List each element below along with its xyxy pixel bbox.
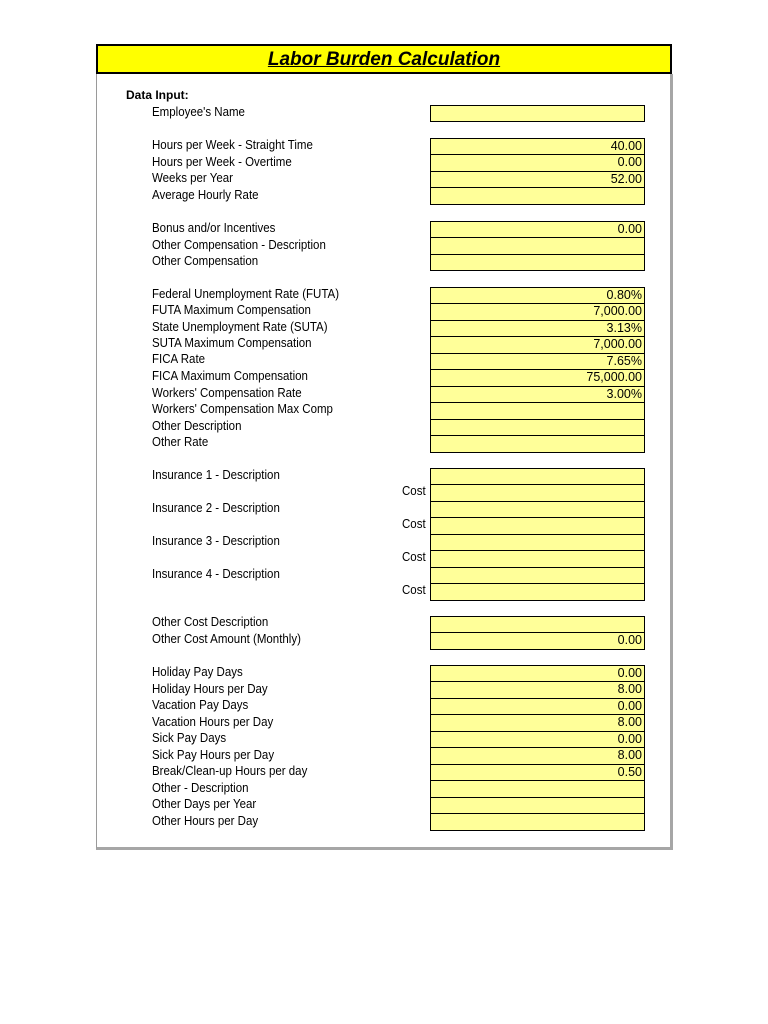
- insurance-2-desc-input[interactable]: [430, 502, 645, 519]
- insurance-1-cost-label: Cost: [402, 484, 426, 498]
- insurance-2-cost-label: Cost: [402, 517, 426, 531]
- vacation-hours-label: Vacation Hours per Day: [152, 715, 274, 729]
- fica-rate-label: FICA Rate: [152, 352, 206, 366]
- bonus-label: Bonus and/or Incentives: [152, 221, 276, 235]
- other-desc-label: Other Description: [152, 419, 242, 433]
- avg-hourly-rate-input[interactable]: [430, 188, 645, 205]
- sick-days-input[interactable]: 0.00: [430, 732, 645, 749]
- avg-hourly-rate-label: Average Hourly Rate: [152, 188, 259, 202]
- sick-hours-input[interactable]: 8.00: [430, 748, 645, 765]
- other-hours-label: Other Hours per Day: [152, 814, 259, 828]
- sick-hours-label: Sick Pay Hours per Day: [152, 748, 275, 762]
- suta-rate-input[interactable]: 3.13%: [430, 321, 645, 338]
- vacation-days-input[interactable]: 0.00: [430, 699, 645, 716]
- hours-straight-input[interactable]: 40.00: [430, 138, 645, 155]
- insurance-3-desc-label: Insurance 3 - Description: [152, 534, 280, 548]
- insurance-1-desc-label: Insurance 1 - Description: [152, 468, 280, 482]
- insurance-3-cost-label: Cost: [402, 550, 426, 564]
- other-pto-desc-input[interactable]: [430, 781, 645, 798]
- other-days-input[interactable]: [430, 798, 645, 815]
- wc-rate-input[interactable]: 3.00%: [430, 387, 645, 404]
- insurance-2-desc-label: Insurance 2 - Description: [152, 501, 280, 515]
- other-days-label: Other Days per Year: [152, 797, 257, 811]
- employee-name-label: Employee's Name: [152, 105, 245, 119]
- other-comp-label: Other Compensation: [152, 254, 259, 268]
- holiday-days-input[interactable]: 0.00: [430, 665, 645, 682]
- insurance-4-desc-input[interactable]: [430, 568, 645, 585]
- other-cost-amount-label: Other Cost Amount (Monthly): [152, 632, 301, 646]
- futa-max-input[interactable]: 7,000.00: [430, 304, 645, 321]
- futa-rate-input[interactable]: 0.80%: [430, 287, 645, 304]
- insurance-3-cost-input[interactable]: [430, 551, 645, 568]
- sick-days-label: Sick Pay Days: [152, 731, 227, 745]
- other-comp-desc-label: Other Compensation - Description: [152, 238, 326, 252]
- holiday-hours-label: Holiday Hours per Day: [152, 682, 268, 696]
- other-comp-input[interactable]: [430, 255, 645, 272]
- insurance-2-cost-input[interactable]: [430, 518, 645, 535]
- vacation-hours-input[interactable]: 8.00: [430, 715, 645, 732]
- holiday-days-label: Holiday Pay Days: [152, 665, 243, 679]
- other-comp-desc-input[interactable]: [430, 238, 645, 255]
- holiday-hours-input[interactable]: 8.00: [430, 682, 645, 699]
- insurance-1-cost-input[interactable]: [430, 485, 645, 502]
- other-pto-desc-label: Other - Description: [152, 781, 249, 795]
- wc-max-label: Workers' Compensation Max Comp: [152, 402, 333, 416]
- bonus-input[interactable]: 0.00: [430, 221, 645, 238]
- weeks-per-year-label: Weeks per Year: [152, 171, 233, 185]
- hours-overtime-input[interactable]: 0.00: [430, 155, 645, 172]
- other-cost-desc-input[interactable]: [430, 616, 645, 633]
- insurance-1-desc-input[interactable]: [430, 468, 645, 485]
- wc-rate-label: Workers' Compensation Rate: [152, 386, 302, 400]
- futa-max-label: FUTA Maximum Compensation: [152, 303, 311, 317]
- insurance-4-desc-label: Insurance 4 - Description: [152, 567, 280, 581]
- hours-straight-label: Hours per Week - Straight Time: [152, 138, 313, 152]
- hours-overtime-label: Hours per Week - Overtime: [152, 155, 292, 169]
- weeks-per-year-input[interactable]: 52.00: [430, 172, 645, 189]
- other-rate-label: Other Rate: [152, 435, 209, 449]
- wc-max-input[interactable]: [430, 403, 645, 420]
- vacation-days-label: Vacation Pay Days: [152, 698, 249, 712]
- suta-max-label: SUTA Maximum Compensation: [152, 336, 312, 350]
- suta-rate-label: State Unemployment Rate (SUTA): [152, 320, 328, 334]
- insurance-4-cost-input[interactable]: [430, 584, 645, 601]
- other-hours-input[interactable]: [430, 814, 645, 831]
- break-hours-label: Break/Clean-up Hours per day: [152, 764, 308, 778]
- fica-max-input[interactable]: 75,000.00: [430, 370, 645, 387]
- employee-name-input[interactable]: [430, 105, 645, 122]
- fica-rate-input[interactable]: 7.65%: [430, 354, 645, 371]
- futa-rate-label: Federal Unemployment Rate (FUTA): [152, 287, 340, 301]
- other-cost-desc-label: Other Cost Description: [152, 615, 269, 629]
- page-title: Labor Burden Calculation: [96, 44, 672, 74]
- insurance-4-cost-label: Cost: [402, 583, 426, 597]
- insurance-3-desc-input[interactable]: [430, 535, 645, 552]
- data-input-heading: Data Input:: [126, 88, 189, 102]
- suta-max-input[interactable]: 7,000.00: [430, 337, 645, 354]
- other-rate-input[interactable]: [430, 436, 645, 453]
- fica-max-label: FICA Maximum Compensation: [152, 369, 308, 383]
- break-hours-input[interactable]: 0.50: [430, 765, 645, 782]
- other-desc-input[interactable]: [430, 420, 645, 437]
- other-cost-amount-input[interactable]: 0.00: [430, 633, 645, 650]
